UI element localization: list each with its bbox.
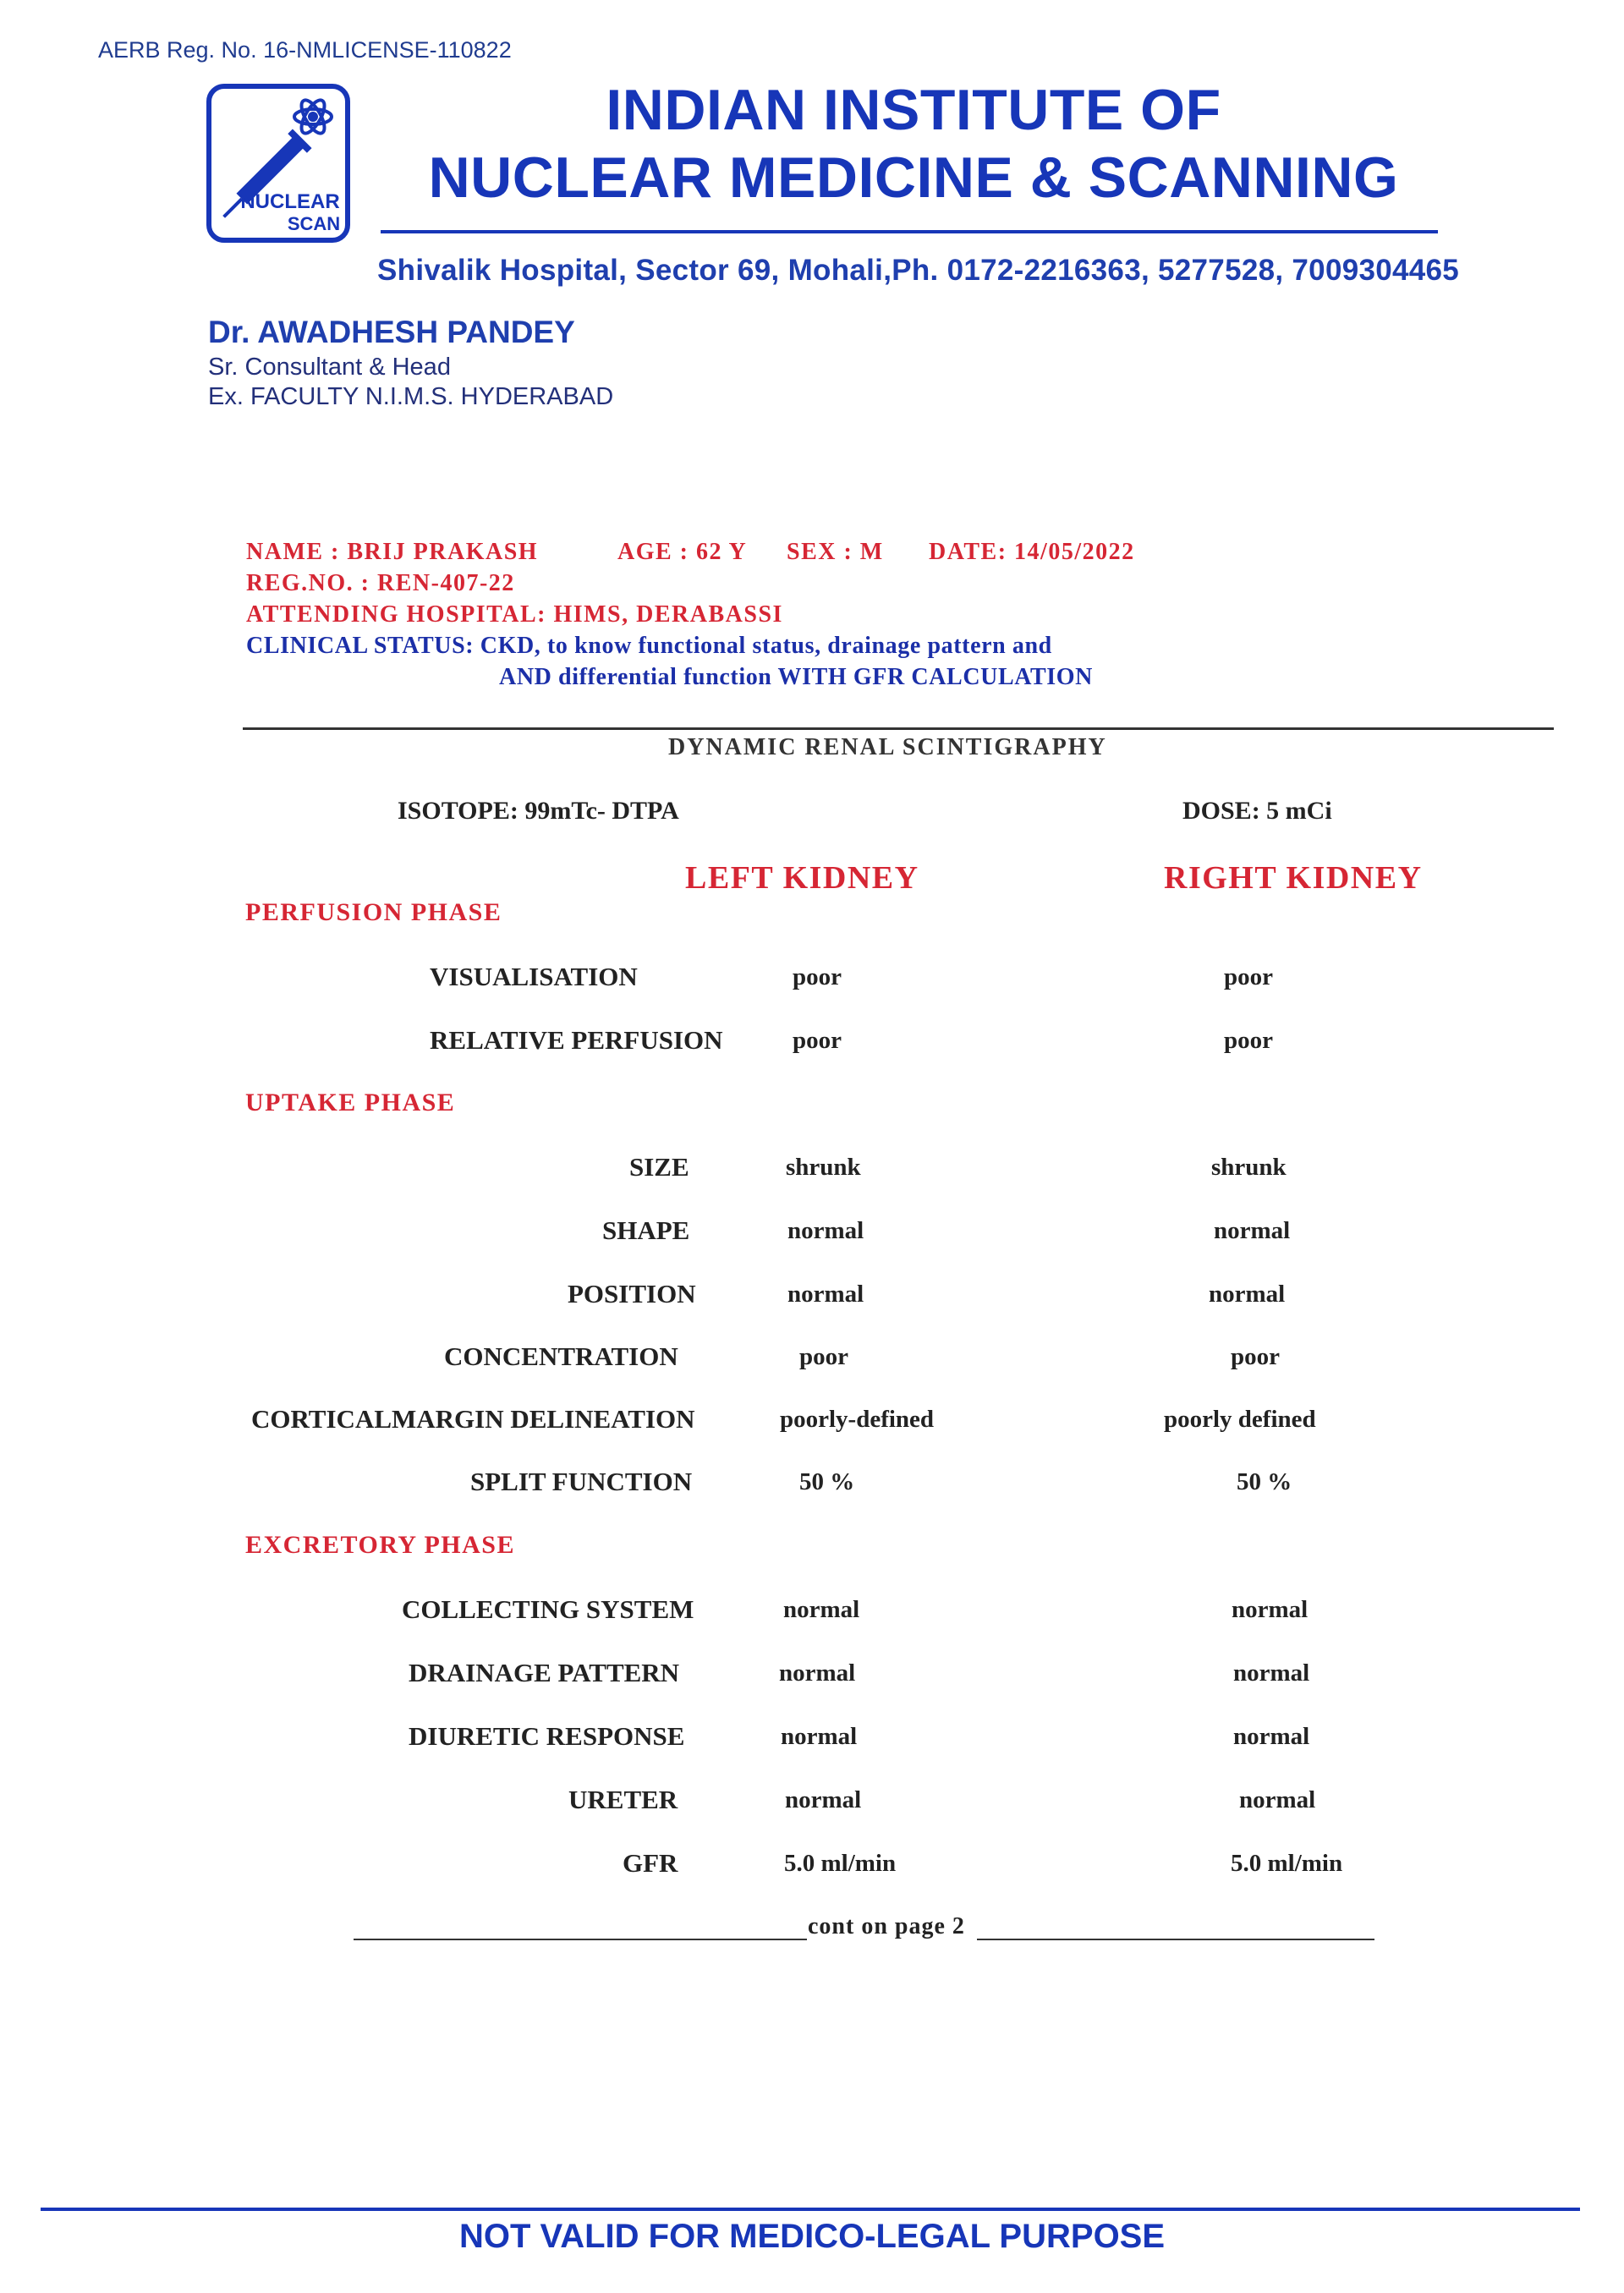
patient-reg-number: REG.NO. : REN-407-22 (246, 570, 515, 596)
doctor-faculty: Ex. FACULTY N.I.M.S. HYDERABAD (208, 383, 614, 410)
clinical-status-line1: CLINICAL STATUS: CKD, to know functional status, drainage pattern and (246, 633, 1052, 659)
right-gfr: 5.0 ml/min (1231, 1850, 1343, 1877)
row-label-gfr: GFR (623, 1848, 678, 1878)
left-collecting-system: normal (783, 1596, 860, 1623)
row-label-shape: SHAPE (602, 1215, 690, 1245)
right-split-function: 50 % (1237, 1468, 1292, 1495)
row-label-split-function: SPLIT FUNCTION (470, 1467, 693, 1496)
right-kidney-header: RIGHT KIDNEY (1164, 860, 1423, 896)
row-label-size: SIZE (629, 1152, 689, 1182)
row-label-relative-perfusion: RELATIVE PERFUSION (430, 1025, 723, 1055)
row-label-cortical-margin: CORTICALMARGIN DELINEATION (251, 1404, 695, 1434)
patient-name: NAME : BRIJ PRAKASH (246, 539, 539, 565)
row-label-collecting-system: COLLECTING SYSTEM (402, 1594, 694, 1624)
left-concentration: poor (799, 1343, 848, 1370)
right-collecting-system: normal (1232, 1596, 1309, 1623)
row-label-drainage-pattern: DRAINAGE PATTERN (409, 1658, 680, 1687)
section-divider (243, 727, 1554, 730)
right-size: shrunk (1211, 1154, 1287, 1181)
right-ureter: normal (1239, 1786, 1316, 1813)
row-label-visualisation: VISUALISATION (430, 962, 638, 991)
attending-hospital: ATTENDING HOSPITAL: HIMS, DERABASSI (246, 601, 783, 628)
left-shape: normal (787, 1217, 864, 1244)
isotope: ISOTOPE: 99mTc- DTPA (398, 797, 679, 825)
right-cortical-margin: poorly defined (1164, 1406, 1316, 1433)
right-relative-perfusion: poor (1224, 1027, 1273, 1054)
continued-note: cont on page 2 (808, 1913, 965, 1939)
right-drainage-pattern: normal (1233, 1659, 1310, 1687)
left-kidney-header: LEFT KIDNEY (685, 860, 919, 896)
logo-text-scan: SCAN (287, 213, 341, 234)
row-label-diuretic-response: DIURETIC RESPONSE (409, 1721, 685, 1751)
patient-age: AGE : 62 Y (617, 539, 748, 565)
uptake-phase-heading: UPTAKE PHASE (245, 1089, 456, 1116)
row-label-position: POSITION (568, 1279, 696, 1308)
row-label-concentration: CONCENTRATION (444, 1341, 678, 1371)
right-visualisation: poor (1224, 963, 1273, 990)
institute-title (364, 76, 1463, 211)
clinical-status-line2: AND differential function WITH GFR CALCULATION (499, 664, 1093, 690)
right-shape: normal (1214, 1217, 1291, 1244)
left-size: shrunk (786, 1154, 861, 1181)
continued-line-right (977, 1939, 1374, 1940)
perfusion-phase-heading: PERFUSION PHASE (245, 898, 502, 926)
aerb-reg-number: AERB Reg. No. 16-NMLICENSE-110822 (98, 37, 512, 63)
report-date: DATE: 14/05/2022 (929, 539, 1135, 565)
excretory-phase-heading: EXCRETORY PHASE (245, 1531, 515, 1559)
left-drainage-pattern: normal (779, 1659, 856, 1687)
doctor-designation: Sr. Consultant & Head (208, 354, 451, 381)
header-divider (381, 230, 1438, 233)
left-ureter: normal (785, 1786, 862, 1813)
left-diuretic-response: normal (781, 1723, 858, 1750)
left-gfr: 5.0 ml/min (784, 1850, 897, 1877)
row-label-ureter: URETER (568, 1785, 678, 1814)
right-diuretic-response: normal (1233, 1723, 1310, 1750)
institute-title-line1: INDIAN INSTITUTE OF (606, 78, 1221, 142)
patient-sex: SEX : M (787, 539, 884, 565)
section-title: DYNAMIC RENAL SCINTIGRAPHY (668, 734, 1107, 760)
continued-line-left (354, 1939, 807, 1940)
doctor-name: Dr. AWADHESH PANDEY (208, 315, 575, 349)
institute-title-line2: NUCLEAR MEDICINE & SCANNING (428, 145, 1399, 210)
left-relative-perfusion: poor (793, 1027, 842, 1054)
dose: DOSE: 5 mCi (1182, 797, 1332, 825)
left-cortical-margin: poorly-defined (780, 1406, 935, 1433)
left-split-function: 50 % (799, 1468, 855, 1495)
nuclear-scan-logo (206, 83, 351, 244)
footer-divider (41, 2208, 1580, 2211)
right-position: normal (1209, 1281, 1286, 1308)
right-concentration: poor (1231, 1343, 1280, 1370)
left-position: normal (787, 1281, 864, 1308)
left-visualisation: poor (793, 963, 842, 990)
hospital-address: Shivalik Hospital, Sector 69, Mohali,Ph. 0172-2216363, 5277528, 7009304465 (377, 254, 1460, 287)
logo-text-nuclear: NUCLEAR (240, 190, 340, 213)
medico-legal-disclaimer: NOT VALID FOR MEDICO-LEGAL PURPOSE (458, 2218, 1166, 2255)
